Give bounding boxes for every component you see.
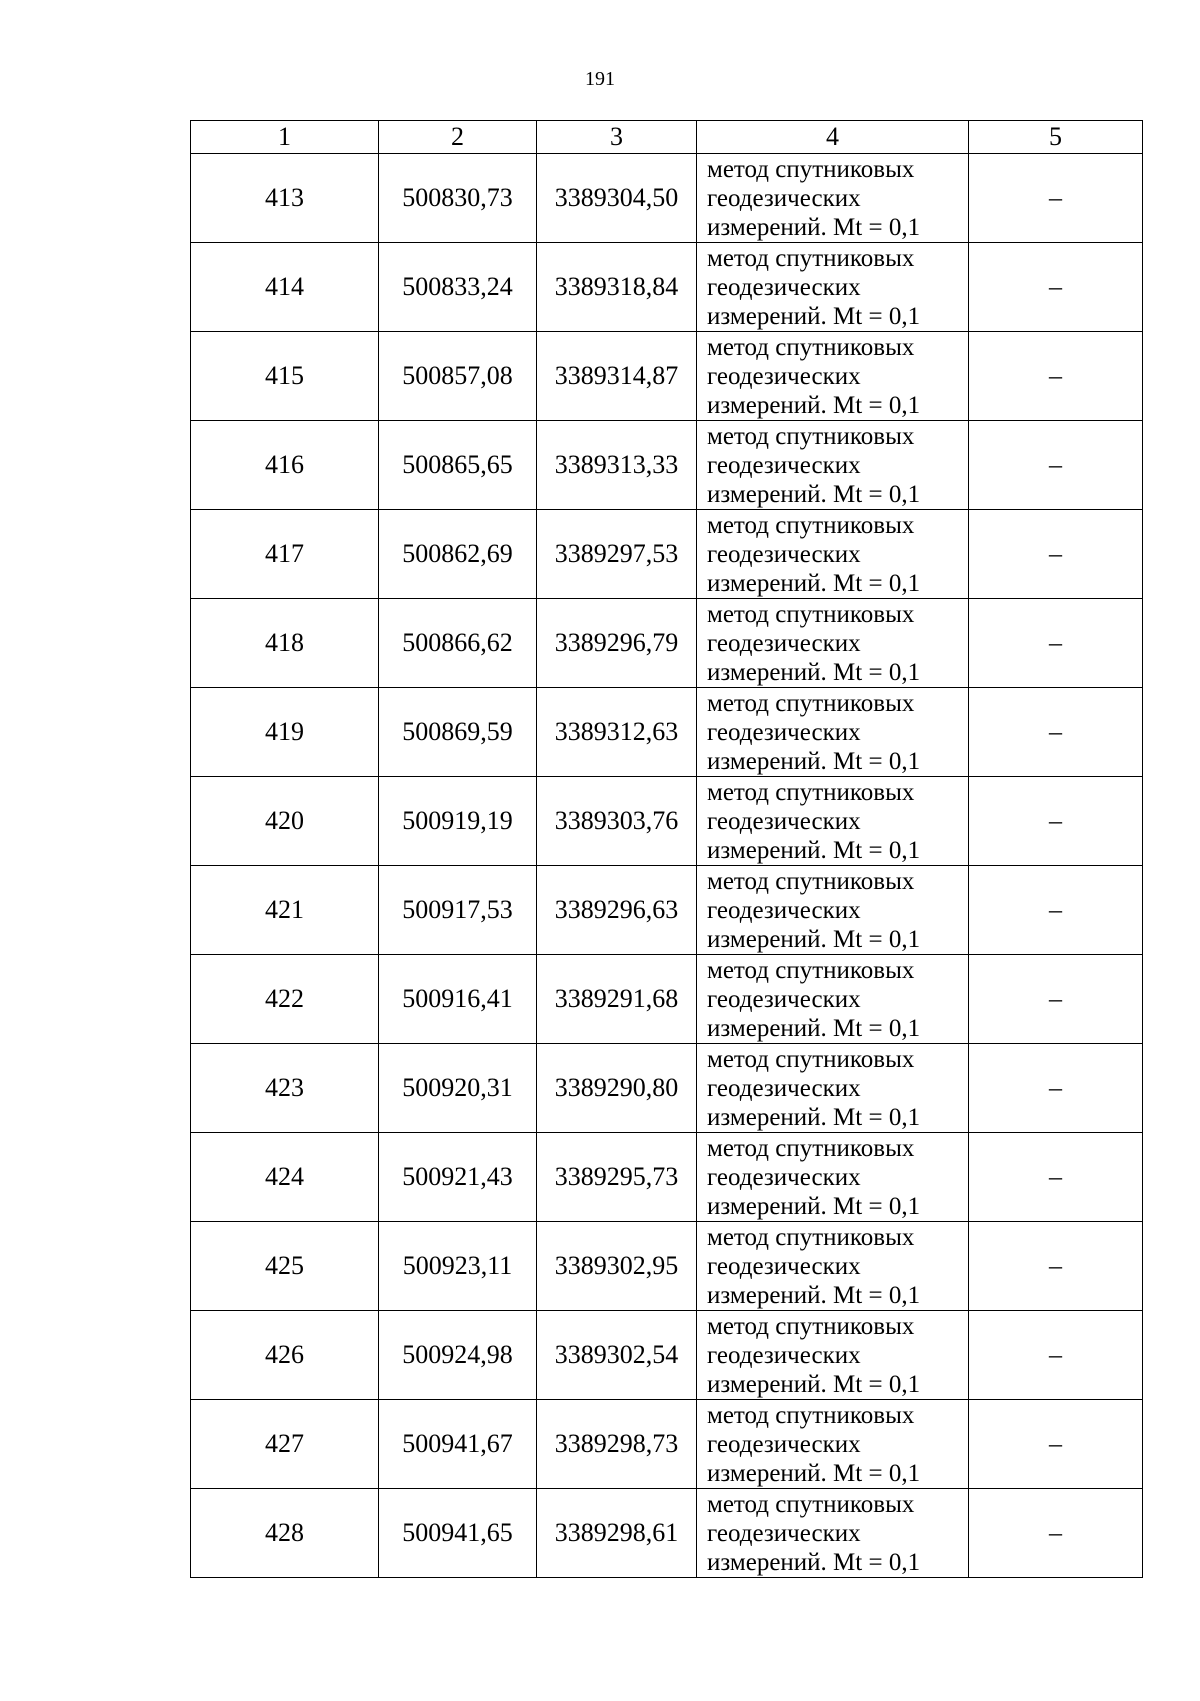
point-number-cell: 423 <box>191 1044 379 1133</box>
y-coordinate-cell: 3389295,73 <box>537 1133 697 1222</box>
table-row <box>191 154 1143 243</box>
column-header-5: 5 <box>969 121 1143 154</box>
x-coordinate-cell: 500857,08 <box>379 332 537 421</box>
table-row <box>191 777 1143 866</box>
method-line: геодезических <box>707 896 861 924</box>
method-line: геодезических <box>707 1074 861 1102</box>
x-coordinate-cell: 500833,24 <box>379 243 537 332</box>
method-line: измерений. Mt = 0,1 <box>707 1548 921 1576</box>
method-line: метод спутниковых <box>707 956 915 984</box>
method-line: метод спутниковых <box>707 867 915 895</box>
y-coordinate-cell: 3389312,63 <box>537 688 697 777</box>
y-coordinate-cell: 3389290,80 <box>537 1044 697 1133</box>
method-line: геодезических <box>707 540 861 568</box>
x-coordinate-cell: 500919,19 <box>379 777 537 866</box>
method-line: измерений. Mt = 0,1 <box>707 480 921 508</box>
x-coordinate-cell: 500830,73 <box>379 154 537 243</box>
method-line: геодезических <box>707 1519 861 1547</box>
method-cell <box>697 1044 969 1133</box>
table-row <box>191 332 1143 421</box>
point-number-cell: 419 <box>191 688 379 777</box>
table-row <box>191 421 1143 510</box>
method-cell <box>697 955 969 1044</box>
table-row <box>191 1489 1143 1578</box>
method-line: метод спутниковых <box>707 689 915 717</box>
note-dash-cell: – <box>969 421 1143 510</box>
point-number-cell: 424 <box>191 1133 379 1222</box>
x-coordinate-cell: 500941,65 <box>379 1489 537 1578</box>
method-line: геодезических <box>707 718 861 746</box>
y-coordinate-cell: 3389318,84 <box>537 243 697 332</box>
method-cell <box>697 421 969 510</box>
method-line: геодезических <box>707 451 861 479</box>
method-line: метод спутниковых <box>707 1134 915 1162</box>
note-dash-cell: – <box>969 154 1143 243</box>
point-number-cell: 420 <box>191 777 379 866</box>
x-coordinate-cell: 500865,65 <box>379 421 537 510</box>
table-row <box>191 688 1143 777</box>
y-coordinate-cell: 3389298,61 <box>537 1489 697 1578</box>
coordinates-table <box>190 120 1143 1578</box>
table-row <box>191 1400 1143 1489</box>
table-header <box>191 121 1143 154</box>
method-cell <box>697 688 969 777</box>
point-number-cell: 425 <box>191 1222 379 1311</box>
method-line: геодезических <box>707 184 861 212</box>
table-row <box>191 510 1143 599</box>
method-line: геодезических <box>707 629 861 657</box>
method-line: геодезических <box>707 362 861 390</box>
table-row <box>191 243 1143 332</box>
table-row <box>191 955 1143 1044</box>
method-line: метод спутниковых <box>707 600 915 628</box>
page-number: 191 <box>585 68 615 90</box>
x-coordinate-cell: 500921,43 <box>379 1133 537 1222</box>
point-number-cell: 418 <box>191 599 379 688</box>
note-dash-cell: – <box>969 599 1143 688</box>
note-dash-cell: – <box>969 955 1143 1044</box>
y-coordinate-cell: 3389296,63 <box>537 866 697 955</box>
table-row <box>191 866 1143 955</box>
note-dash-cell: – <box>969 1044 1143 1133</box>
column-header-3: 3 <box>537 121 697 154</box>
method-cell <box>697 1311 969 1400</box>
point-number-cell: 417 <box>191 510 379 599</box>
method-cell <box>697 1133 969 1222</box>
y-coordinate-cell: 3389314,87 <box>537 332 697 421</box>
table-row <box>191 1311 1143 1400</box>
y-coordinate-cell: 3389302,54 <box>537 1311 697 1400</box>
x-coordinate-cell: 500924,98 <box>379 1311 537 1400</box>
method-line: измерений. Mt = 0,1 <box>707 925 921 953</box>
x-coordinate-cell: 500941,67 <box>379 1400 537 1489</box>
note-dash-cell: – <box>969 1489 1143 1578</box>
method-line: метод спутниковых <box>707 155 915 183</box>
method-line: измерений. Mt = 0,1 <box>707 1370 921 1398</box>
x-coordinate-cell: 500923,11 <box>379 1222 537 1311</box>
method-cell <box>697 1489 969 1578</box>
x-coordinate-cell: 500917,53 <box>379 866 537 955</box>
table-row <box>191 1044 1143 1133</box>
method-line: измерений. Mt = 0,1 <box>707 1103 921 1131</box>
column-header-2: 2 <box>379 121 537 154</box>
method-line: метод спутниковых <box>707 1490 915 1518</box>
method-cell <box>697 332 969 421</box>
note-dash-cell: – <box>969 866 1143 955</box>
note-dash-cell: – <box>969 1311 1143 1400</box>
y-coordinate-cell: 3389304,50 <box>537 154 697 243</box>
point-number-cell: 415 <box>191 332 379 421</box>
table-body <box>191 154 1143 1578</box>
table-row <box>191 1133 1143 1222</box>
column-header-1: 1 <box>191 121 379 154</box>
note-dash-cell: – <box>969 1222 1143 1311</box>
method-line: метод спутниковых <box>707 333 915 361</box>
method-line: геодезических <box>707 1252 861 1280</box>
note-dash-cell: – <box>969 510 1143 599</box>
note-dash-cell: – <box>969 1400 1143 1489</box>
method-line: метод спутниковых <box>707 778 915 806</box>
method-cell <box>697 777 969 866</box>
note-dash-cell: – <box>969 1133 1143 1222</box>
method-line: измерений. Mt = 0,1 <box>707 1192 921 1220</box>
header-row <box>191 121 1143 154</box>
method-line: метод спутниковых <box>707 1401 915 1429</box>
table-row <box>191 599 1143 688</box>
method-line: измерений. Mt = 0,1 <box>707 302 921 330</box>
note-dash-cell: – <box>969 332 1143 421</box>
method-line: измерений. Mt = 0,1 <box>707 213 921 241</box>
method-line: геодезических <box>707 985 861 1013</box>
y-coordinate-cell: 3389291,68 <box>537 955 697 1044</box>
method-line: геодезических <box>707 273 861 301</box>
note-dash-cell: – <box>969 688 1143 777</box>
point-number-cell: 428 <box>191 1489 379 1578</box>
y-coordinate-cell: 3389313,33 <box>537 421 697 510</box>
table-row <box>191 1222 1143 1311</box>
point-number-cell: 413 <box>191 154 379 243</box>
method-line: метод спутниковых <box>707 422 915 450</box>
point-number-cell: 426 <box>191 1311 379 1400</box>
method-line: измерений. Mt = 0,1 <box>707 569 921 597</box>
method-line: метод спутниковых <box>707 1045 915 1073</box>
point-number-cell: 421 <box>191 866 379 955</box>
y-coordinate-cell: 3389296,79 <box>537 599 697 688</box>
method-line: геодезических <box>707 1430 861 1458</box>
x-coordinate-cell: 500869,59 <box>379 688 537 777</box>
method-line: измерений. Mt = 0,1 <box>707 747 921 775</box>
method-line: метод спутниковых <box>707 1312 915 1340</box>
method-line: геодезических <box>707 1341 861 1369</box>
method-line: метод спутниковых <box>707 244 915 272</box>
y-coordinate-cell: 3389298,73 <box>537 1400 697 1489</box>
method-line: метод спутниковых <box>707 1223 915 1251</box>
method-line: измерений. Mt = 0,1 <box>707 391 921 419</box>
y-coordinate-cell: 3389297,53 <box>537 510 697 599</box>
point-number-cell: 427 <box>191 1400 379 1489</box>
method-cell <box>697 1400 969 1489</box>
point-number-cell: 422 <box>191 955 379 1044</box>
method-cell <box>697 1222 969 1311</box>
method-cell <box>697 154 969 243</box>
method-line: геодезических <box>707 1163 861 1191</box>
method-line: измерений. Mt = 0,1 <box>707 658 921 686</box>
method-line: измерений. Mt = 0,1 <box>707 836 921 864</box>
method-cell <box>697 510 969 599</box>
x-coordinate-cell: 500916,41 <box>379 955 537 1044</box>
method-line: измерений. Mt = 0,1 <box>707 1281 921 1309</box>
method-line: измерений. Mt = 0,1 <box>707 1014 921 1042</box>
method-cell <box>697 243 969 332</box>
note-dash-cell: – <box>969 777 1143 866</box>
point-number-cell: 416 <box>191 421 379 510</box>
method-cell <box>697 599 969 688</box>
method-line: измерений. Mt = 0,1 <box>707 1459 921 1487</box>
x-coordinate-cell: 500862,69 <box>379 510 537 599</box>
method-line: геодезических <box>707 807 861 835</box>
method-line: метод спутниковых <box>707 511 915 539</box>
note-dash-cell: – <box>969 243 1143 332</box>
method-cell <box>697 866 969 955</box>
point-number-cell: 414 <box>191 243 379 332</box>
x-coordinate-cell: 500866,62 <box>379 599 537 688</box>
x-coordinate-cell: 500920,31 <box>379 1044 537 1133</box>
column-header-4: 4 <box>697 121 969 154</box>
y-coordinate-cell: 3389302,95 <box>537 1222 697 1311</box>
y-coordinate-cell: 3389303,76 <box>537 777 697 866</box>
